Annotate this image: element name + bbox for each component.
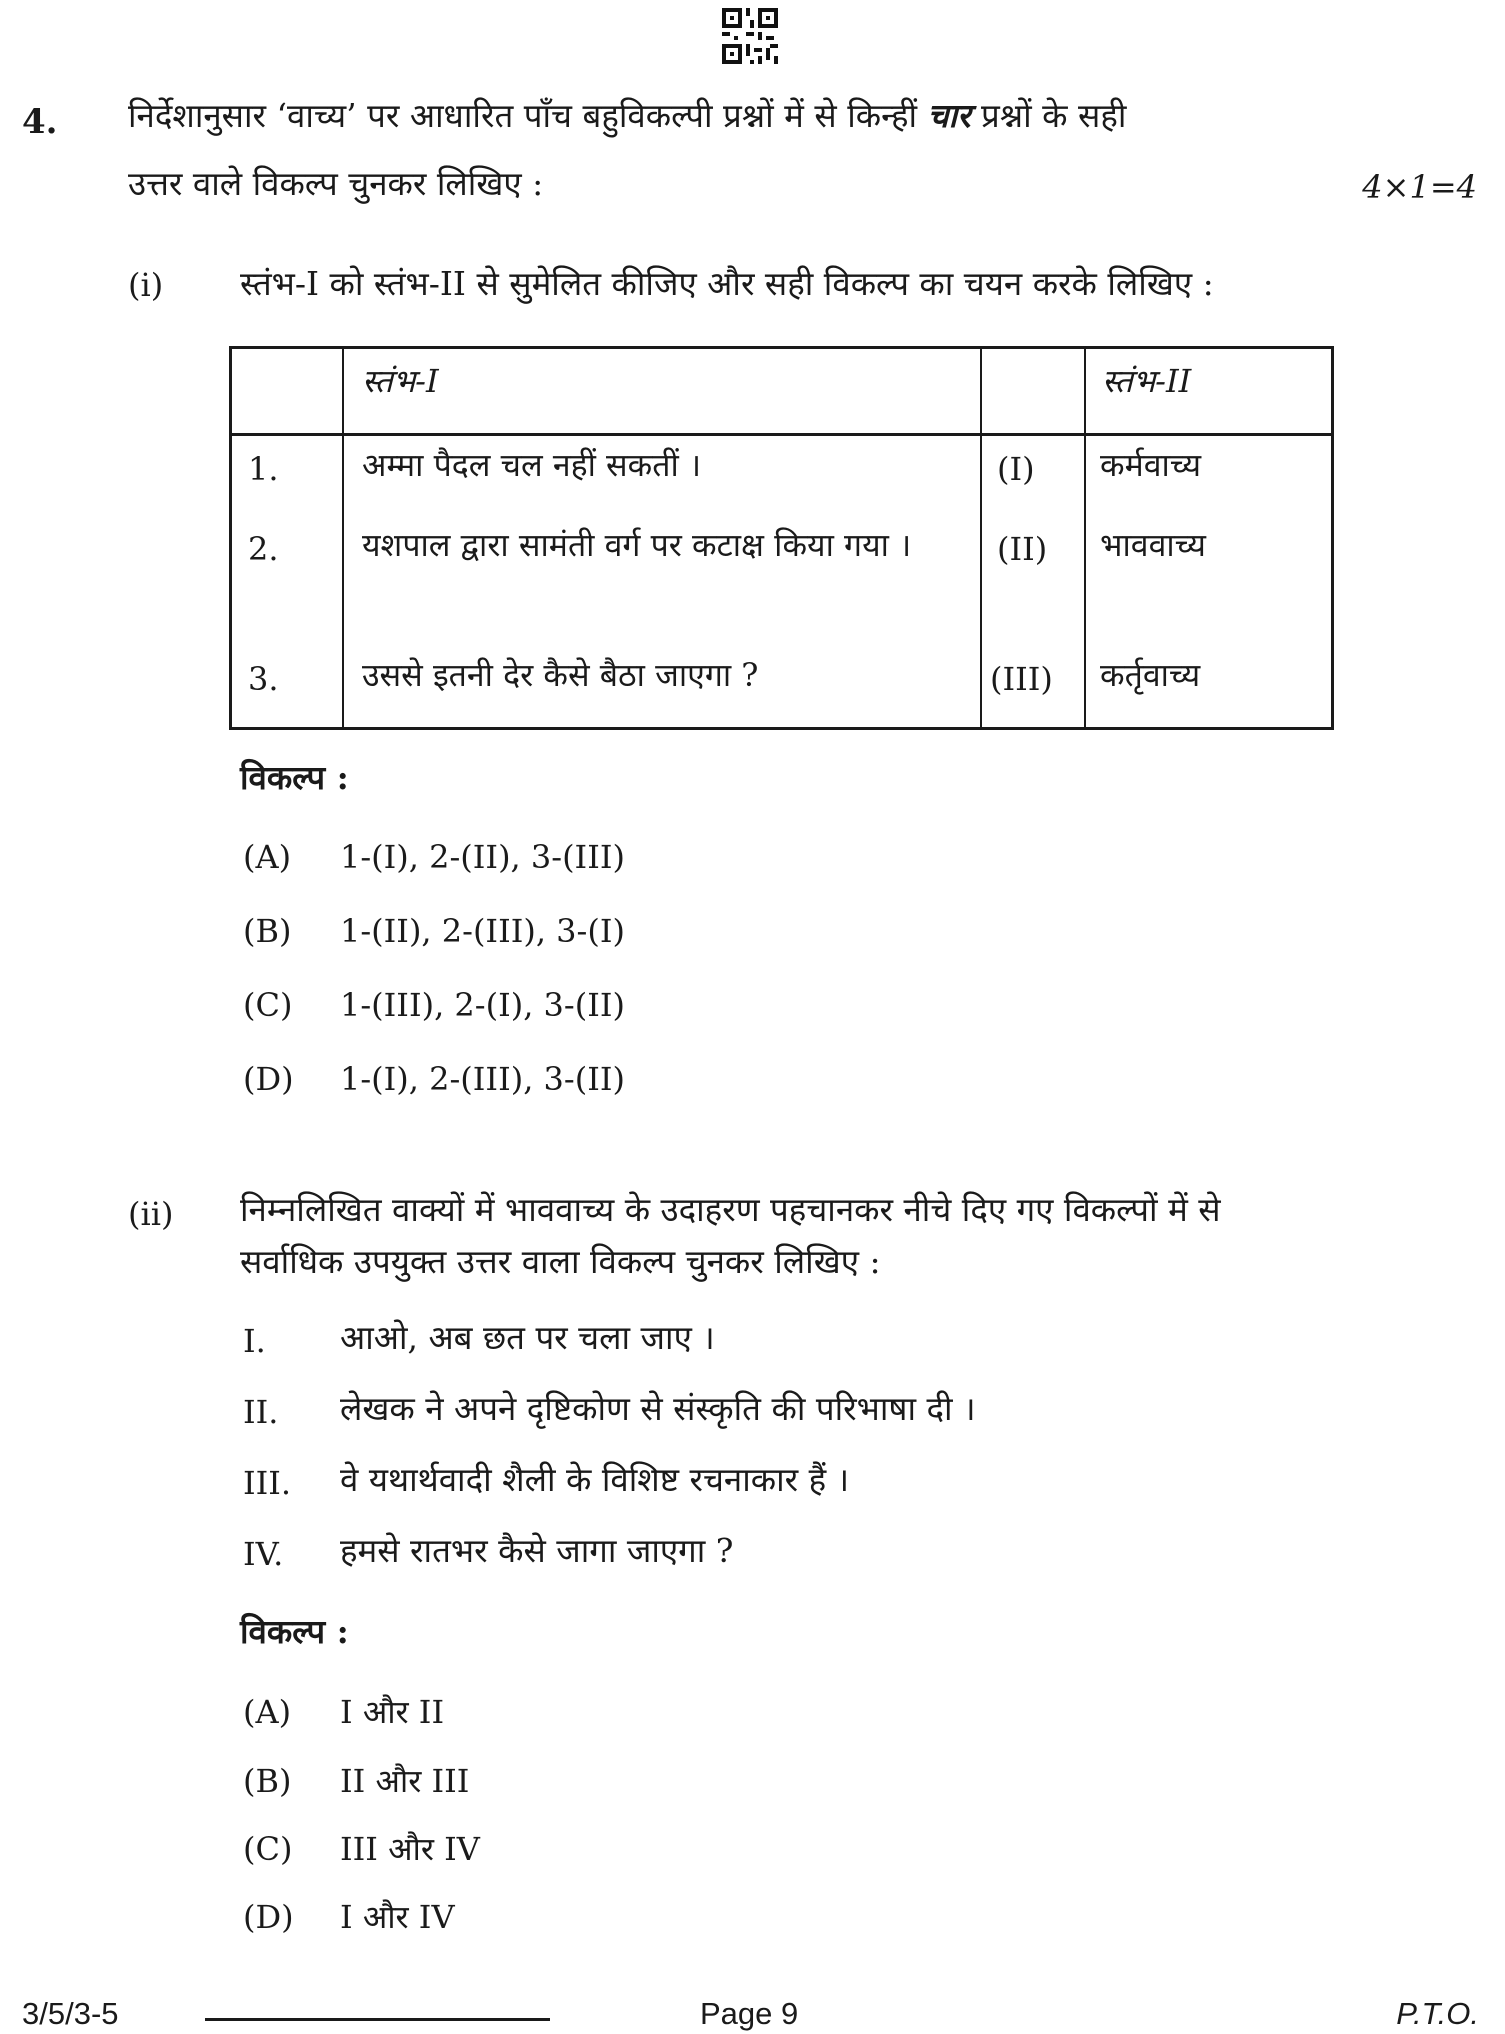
statement-label: III. [243,1464,292,1502]
question-number: 4. [22,102,58,142]
option-label: (D) [243,1060,294,1098]
instruction-text-end: प्रश्नों के सही [981,96,1127,135]
statement-label: II. [243,1393,279,1431]
table-divider [980,349,982,727]
table-row-number: 2. [248,530,279,568]
table-row-roman: (III) [990,660,1053,698]
table-header-divider [232,433,1331,436]
table-row-match: कर्मवाच्य [1100,446,1202,484]
option-text: II और III [340,1762,470,1800]
part-ii-label: (ii) [128,1195,174,1233]
option-text: 1-(I), 2-(III), 3-(II) [340,1060,625,1098]
option-text: I और II [340,1693,445,1731]
column-2-header: स्तंभ-II [1102,362,1192,400]
table-divider [1084,349,1086,727]
instruction-text-start: निर्देशानुसार ‘वाच्य’ पर आधारित पाँच बहुविकल्पी प्रश्नों में से किन्हीं [128,96,918,135]
footer-rule [205,2018,550,2021]
statement-label: IV. [243,1535,284,1573]
part-ii-prompt-line2: सर्वाधिक उपयुक्त उत्तर वाला विकल्प चुनकर लिखिए : [240,1242,881,1281]
table-row-roman: (II) [997,530,1048,568]
option-text: 1-(III), 2-(I), 3-(II) [340,986,625,1024]
table-row-text: यशपाल द्वारा सामंती वर्ग पर कटाक्ष किया गया । [362,526,912,564]
table-row-match: भाववाच्य [1100,526,1206,564]
options-heading: विकल्प : [240,758,349,797]
statement-text: हमसे रातभर कैसे जागा जाएगा ? [340,1531,734,1570]
statement-text: वे यथार्थवादी शैली के विशिष्ट रचनाकार हैं । [340,1460,850,1499]
table-row-match: कर्तृवाच्य [1100,656,1201,694]
part-i-prompt: स्तंभ-I को स्तंभ-II से सुमेलित कीजिए और सही विकल्प का चयन करके लिखिए : [240,264,1214,303]
part-i-label: (i) [128,266,164,304]
table-row-number: 1. [248,450,279,488]
instruction-emphasis: चार [927,96,971,135]
page-number: Page 9 [700,1996,799,2031]
option-label: (A) [243,838,292,876]
table-row-text: उससे इतनी देर कैसे बैठा जाएगा ? [362,656,759,694]
option-label: (A) [243,1693,292,1731]
marks-allocation: 4×1=4 [1362,168,1477,206]
option-text: I और IV [340,1898,455,1936]
option-label: (C) [243,1830,293,1868]
matching-table [229,346,1334,730]
table-row-roman: (I) [997,450,1035,488]
statement-label: I. [243,1322,266,1360]
paper-code: 3/5/3-5 [22,1996,119,2031]
part-ii-prompt: निम्नलिखित वाक्यों में भाववाच्य के उदाहरण पहचानकर नीचे दिए गए विकल्पों में से [240,1190,1221,1229]
option-label: (C) [243,986,293,1024]
table-row-text: अम्मा पैदल चल नहीं सकतीं । [362,446,702,484]
option-text: III और IV [340,1830,480,1868]
option-text: 1-(I), 2-(II), 3-(III) [340,838,625,876]
option-label: (B) [243,1762,292,1800]
statement-text: आओ, अब छत पर चला जाए । [340,1318,715,1357]
options-heading: विकल्प : [240,1612,349,1651]
option-text: 1-(II), 2-(III), 3-(I) [340,912,625,950]
please-turn-over: P.T.O. [1396,1996,1479,2031]
question-instruction [128,96,1126,136]
option-label: (D) [243,1898,294,1936]
option-label: (B) [243,912,292,950]
table-row-number: 3. [248,660,279,698]
question-instruction-line2: उत्तर वाले विकल्प चुनकर लिखिए : [128,164,544,203]
table-divider [342,349,344,727]
qr-code-icon [722,8,778,64]
column-1-header: स्तंभ-I [362,362,439,400]
statement-text: लेखक ने अपने दृष्टिकोण से संस्कृति की परिभाषा दी । [340,1389,976,1428]
